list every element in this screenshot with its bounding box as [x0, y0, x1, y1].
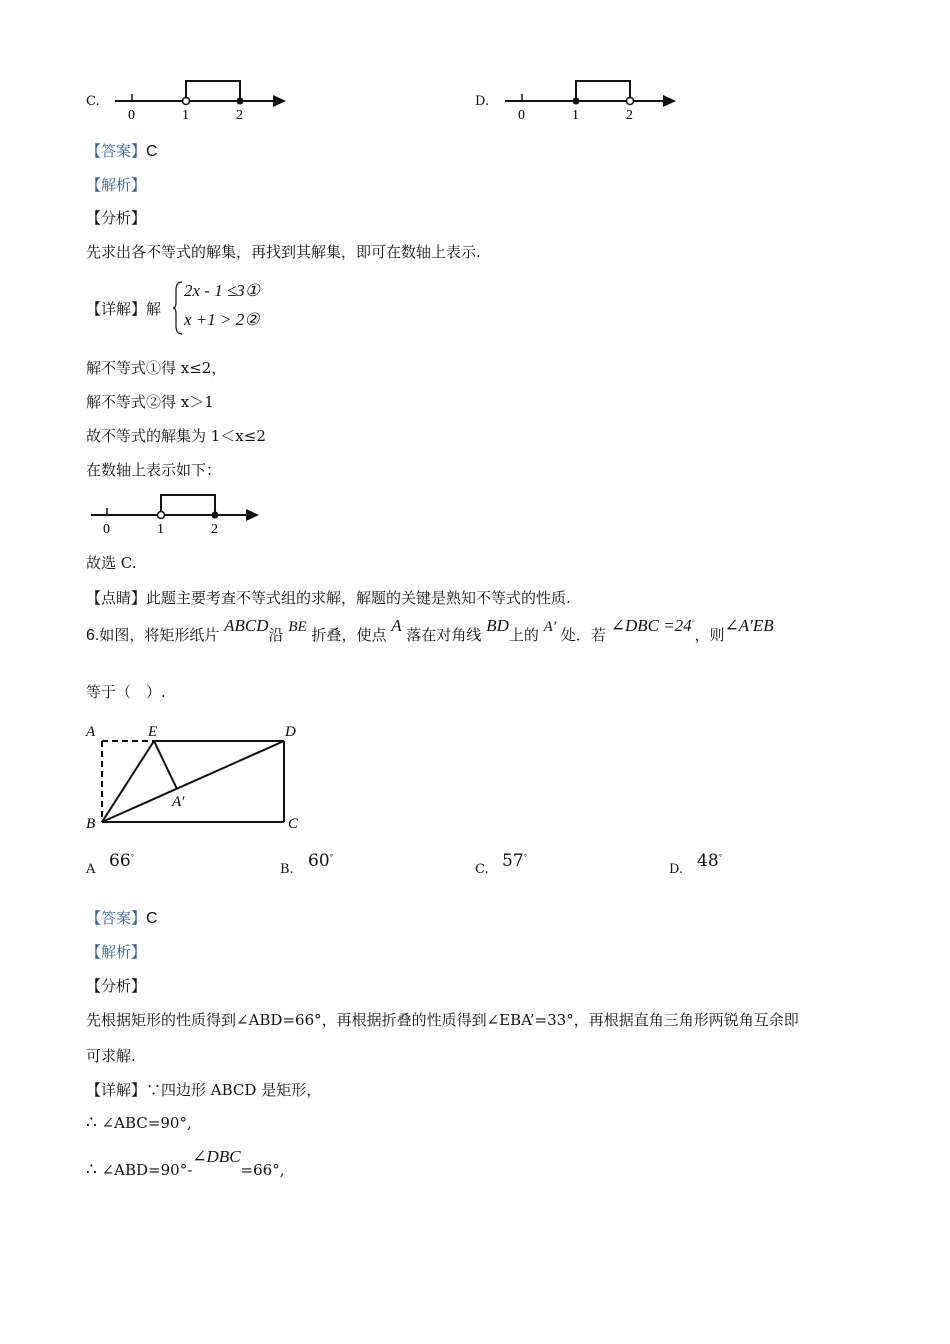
option-c-number-line [110, 74, 290, 124]
q6-option-c-letter: C. [475, 862, 489, 877]
q6-option-d-letter: D. [669, 862, 684, 877]
q5-step-1: 解不等式①得 x≤2， [86, 359, 227, 377]
option-d-number-line [500, 74, 680, 124]
axis-arrow [273, 95, 286, 107]
therefore-symbol: ∴ [86, 1160, 97, 1180]
q6-therefore-2 [86, 1147, 285, 1180]
answer-value: C [146, 143, 158, 160]
therefore-pre: ∠ABD=90°- [101, 1161, 193, 1179]
tick-label-0: 0 [518, 108, 525, 123]
segment-ea-prime [154, 741, 177, 789]
q5-answer [86, 140, 158, 161]
q6-text-1: 如图，将矩形纸片 [99, 626, 220, 644]
label-e: E [148, 724, 158, 740]
q5-conclusion: 故选 C. [86, 554, 137, 572]
q6-fenxi-line-2: 可求解. [86, 1047, 136, 1065]
q6-answer [86, 907, 158, 928]
q6-text-6: 处．若 [560, 626, 606, 644]
tick-label-1: 1 [182, 108, 189, 123]
system-line-1: 2x - 1 ≤3① [184, 281, 261, 300]
open-dot [158, 512, 165, 519]
option-d-label: D. [475, 94, 490, 109]
label-a-prime: A′ [172, 794, 185, 810]
closed-dot [212, 512, 219, 519]
diagonal-bd [102, 741, 284, 822]
dianjing-text: 此题主要考查不等式组的求解，解题的关键是熟知不等式的性质. [146, 589, 571, 607]
open-dot [627, 98, 634, 105]
tick-label-1: 1 [157, 522, 164, 537]
q6-rectangle-figure [80, 718, 310, 836]
q6-text-5: 上的 [508, 626, 539, 644]
q6-option-c-value: 57° [502, 851, 528, 871]
q6-option-d-value: 48° [697, 851, 723, 871]
tick-label-2: 2 [626, 108, 633, 123]
q6-stem-line-2: 等于（ ）. [86, 683, 166, 701]
q6-math-be: BE [288, 619, 307, 635]
q6-text-3: 折叠，使点 [311, 626, 387, 644]
system-brace [172, 280, 184, 336]
q6-option-a-letter: A [86, 862, 96, 877]
q6-text-4: 落在对角线 [406, 626, 482, 644]
q6-math-abcd: ABCD [224, 616, 269, 635]
xiangjie-text: ∵四边形 ABCD 是矩形， [146, 1081, 322, 1099]
q6-option-b-value: 60° [308, 851, 334, 871]
q6-option-b-letter: B. [280, 862, 294, 877]
therefore-symbol: ∴ [86, 1113, 97, 1133]
label-a: A [86, 724, 96, 740]
q6-text-7: ，则 [694, 626, 725, 644]
label-b: B [86, 816, 96, 832]
option-c-label: C. [86, 94, 100, 109]
q6-math-angle-aeb: ∠A′EB [724, 616, 774, 635]
therefore-text: ∠ABC=90°, [101, 1114, 192, 1132]
q5-step-3: 故不等式的解集为 1＜x≤2 [86, 427, 266, 445]
q6-math-a: A [391, 616, 402, 635]
solution-bracket [186, 81, 240, 101]
q6-therefore-1 [86, 1113, 192, 1133]
tick-label-0: 0 [103, 522, 110, 537]
q5-step-4: 在数轴上表示如下： [86, 461, 222, 479]
axis-arrow [663, 95, 676, 107]
q6-stem-line-1 [86, 616, 774, 660]
q6-text-2: 沿 [268, 626, 284, 644]
solution-bracket [576, 81, 630, 101]
xiangjie-prefix: 解 [146, 300, 162, 318]
q6-number: 6. [86, 627, 100, 644]
xiangjie-tag: 【详解】 [86, 300, 147, 318]
system-line-2: x +1 > 2② [184, 310, 260, 329]
tick-label-1: 1 [572, 108, 579, 123]
dianjing-tag: 【点睛】 [86, 589, 147, 607]
tick-label-2: 2 [236, 108, 243, 123]
therefore-post: =66°, [240, 1161, 285, 1179]
xiangjie-tag: 【详解】 [86, 1081, 147, 1099]
q6-math-a-prime: A′ [543, 619, 557, 635]
q6-fenxi-line-1: 先根据矩形的性质得到∠ABD=66°，再根据折叠的性质得到∠EBA’=33°，再根据直角三角形两锐角互余即 [86, 1011, 799, 1029]
q6-math-angle-dbc: ∠DBC =24° [610, 616, 695, 635]
label-c: C [288, 816, 299, 832]
q6-fenxi-tag: 【分析】 [86, 977, 147, 995]
q6-math-bd: BD [486, 616, 509, 635]
q6-jiexi-tag: 【解析】 [86, 943, 147, 961]
q6-option-a-value: 66° [109, 851, 135, 871]
solution-number-line [86, 488, 266, 538]
label-d: D [285, 724, 296, 740]
q5-step-2: 解不等式②得 x＞1 [86, 393, 214, 411]
q5-fenxi-tag: 【分析】 [86, 209, 147, 227]
q5-xiangjie [86, 298, 161, 319]
q6-xiangjie [86, 1079, 321, 1100]
tick-label-2: 2 [211, 522, 218, 537]
answer-tag: 【答案】 [86, 909, 147, 927]
closed-dot [237, 98, 244, 105]
solution-bracket [161, 495, 215, 515]
axis-arrow [246, 509, 259, 521]
answer-tag: 【答案】 [86, 142, 147, 160]
q5-dianjing [86, 587, 571, 608]
closed-dot [573, 98, 580, 105]
open-dot [183, 98, 190, 105]
q5-jiexi-tag: 【解析】 [86, 176, 147, 194]
tick-label-0: 0 [128, 108, 135, 123]
therefore-math-angle-dbc: ∠DBC [192, 1147, 241, 1166]
answer-value: C [146, 910, 158, 927]
q5-fenxi-text: 先求出各不等式的解集，再找到其解集，即可在数轴上表示. [86, 243, 481, 261]
